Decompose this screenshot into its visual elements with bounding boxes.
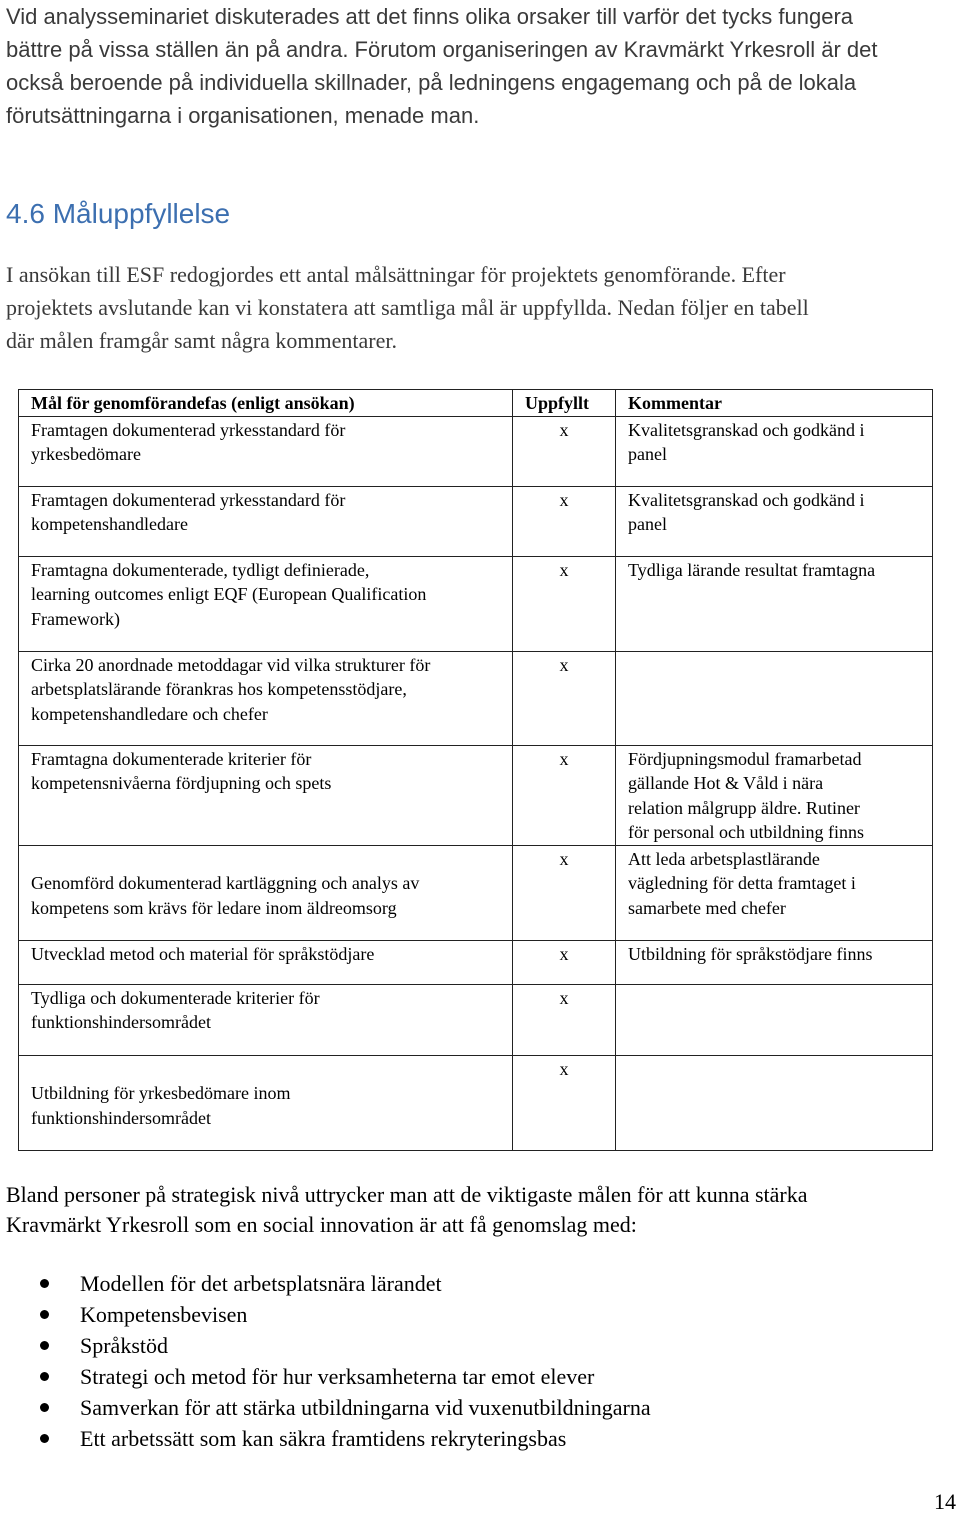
bullet-icon [40, 1434, 49, 1443]
comment-cell: Kvalitetsgranskad och godkänd i panel [616, 486, 933, 556]
table-row [19, 1055, 933, 1150]
fulfilled-cell: x [513, 416, 616, 486]
list-item-text: Modellen för det arbetsplatsnära lärandet [80, 1271, 442, 1296]
table-row [19, 845, 933, 940]
bullet-icon [40, 1372, 49, 1381]
intro-line: förutsättningarna i organisationen, menade man. [6, 103, 480, 128]
closing-line: Kravmärkt Yrkesroll som en social innovation är att få genomslag med: [6, 1212, 637, 1237]
comment-cell [616, 1055, 933, 1150]
comment-cell: Att leda arbetsplastlärande vägledning för detta framtaget i samarbete med chefer [616, 845, 933, 940]
list-item-text: Samverkan för att stärka utbildningarna vid vuxenutbildningarna [80, 1395, 651, 1420]
comment-cell [616, 984, 933, 1055]
goal-cell: Utbildning för yrkesbedömare inom funktionshindersområdet [19, 1055, 513, 1150]
fulfilled-cell: x [513, 1055, 616, 1150]
goal-cell: Genomförd dokumenterad kartläggning och analys av kompetens som krävs för ledare inom äldreomsorg [19, 845, 513, 940]
intro-paragraph [6, 0, 956, 132]
bullet-icon [40, 1310, 49, 1319]
fulfilled-cell: x [513, 486, 616, 556]
list-item-text: Kompetensbevisen [80, 1302, 248, 1327]
intro-line: Vid analysseminariet diskuterades att det finns olika orsaker till varför det tycks fungera [6, 4, 853, 29]
goal-cell: Framtagen dokumenterad yrkesstandard för kompetenshandledare [19, 486, 513, 556]
goal-cell: Framtagen dokumenterad yrkesstandard för yrkesbedömare [19, 416, 513, 486]
comment-cell: Tydliga lärande resultat framtagna [616, 556, 933, 651]
goal-cell: Framtagna dokumenterade kriterier för kompetensnivåerna fördjupning och spets [19, 745, 513, 845]
table-row [19, 940, 933, 984]
list-item [0, 1268, 960, 1299]
header-fulfilled: Uppfyllt [513, 390, 616, 417]
table-header-row [19, 390, 933, 417]
table-row [19, 984, 933, 1055]
header-comment: Kommentar [616, 390, 933, 417]
table-row [19, 486, 933, 556]
list-item [0, 1361, 960, 1392]
table-row [19, 416, 933, 486]
paragraph-line: där målen framgår samt några kommentarer. [6, 328, 397, 353]
fulfilled-cell: x [513, 745, 616, 845]
goal-cell: Utvecklad metod och material för språkstödjare [19, 940, 513, 984]
closing-paragraph [6, 1180, 956, 1240]
comment-cell: Fördjupningsmodul framarbetad gällande Hot & Våld i nära relation målgrupp äldre. Rutiner för personal och utbildning finns [616, 745, 933, 845]
intro-line: bättre på vissa ställen än på andra. Förutom organiseringen av Kravmärkt Yrkesroll är det [6, 37, 878, 62]
comment-cell: Utbildning för språkstödjare finns [616, 940, 933, 984]
paragraph-line: I ansökan till ESF redogjordes ett antal målsättningar för projektets genomförande. Efter [6, 262, 786, 287]
page-number: 14 [934, 1489, 956, 1514]
list-item [0, 1299, 960, 1330]
header-goal: Mål för genomförandefas (enligt ansökan) [19, 390, 513, 417]
list-item-text: Ett arbetssätt som kan säkra framtidens rekryteringsbas [80, 1426, 567, 1451]
goal-cell: Tydliga och dokumenterade kriterier för funktionshindersområdet [19, 984, 513, 1055]
goals-table [18, 389, 933, 1151]
list-item-text: Språkstöd [80, 1333, 168, 1358]
fulfilled-cell: x [513, 984, 616, 1055]
list-item [0, 1423, 960, 1454]
fulfilled-cell: x [513, 845, 616, 940]
comment-cell: Kvalitetsgranskad och godkänd i panel [616, 416, 933, 486]
table-row [19, 556, 933, 651]
table-row [19, 745, 933, 845]
fulfilled-cell: x [513, 940, 616, 984]
bullet-icon [40, 1279, 49, 1288]
list-item [0, 1330, 960, 1361]
list-item [0, 1392, 960, 1423]
fulfilled-cell: x [513, 556, 616, 651]
goal-cell: Cirka 20 anordnade metoddagar vid vilka strukturer för arbetsplatslärande förankras hos kompetensstödjare, kompetenshandledare och chefer [19, 651, 513, 745]
list-item-text: Strategi och metod för hur verksamheterna tar emot elever [80, 1364, 595, 1389]
comment-cell [616, 651, 933, 745]
intro-line: också beroende på individuella skillnader, på ledningens engagemang och på de lokala [6, 70, 857, 95]
bullet-icon [40, 1341, 49, 1350]
section-paragraph [6, 258, 956, 357]
bullet-list [0, 1268, 960, 1454]
bullet-icon [40, 1403, 49, 1412]
section-heading: 4.6 Måluppfyllelse [6, 198, 231, 229]
table-row [19, 651, 933, 745]
closing-line: Bland personer på strategisk nivå uttrycker man att de viktigaste målen för att kunna stärka [6, 1182, 808, 1207]
goal-cell: Framtagna dokumenterade, tydligt definierade, learning outcomes enligt EQF (European Qualification Framework) [19, 556, 513, 651]
fulfilled-cell: x [513, 651, 616, 745]
paragraph-line: projektets avslutande kan vi konstatera att samtliga mål är uppfyllda. Nedan följer en tabell [6, 295, 809, 320]
